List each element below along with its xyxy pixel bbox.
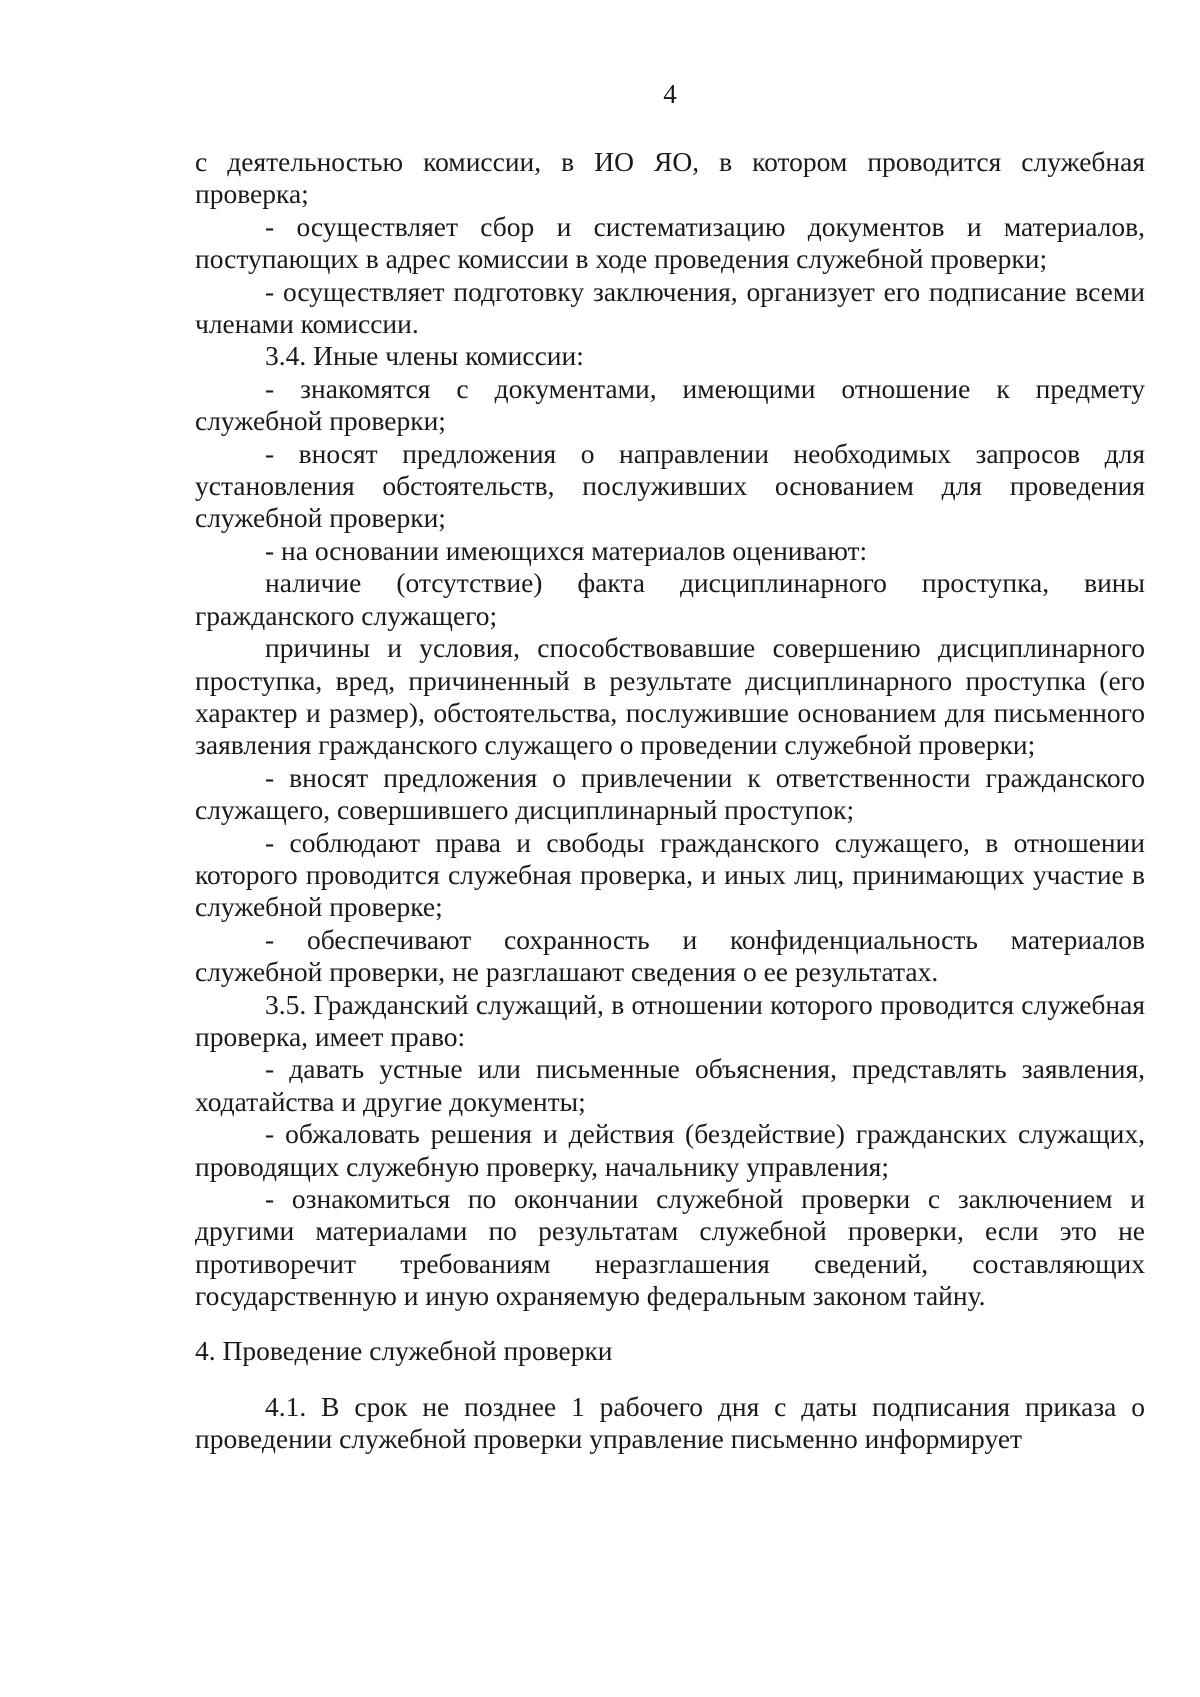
paragraph-continuation: с деятельностью комиссии, в ИО ЯО, в котором проводится служебная проверка; (195, 146, 1145, 210)
paragraph-4-1: 4.1. В срок не позднее 1 рабочего дня с даты подписания приказа о проведении служебной проверки управление письменно информирует (195, 1391, 1145, 1455)
paragraph-rights-respect: - соблюдают права и свободы гражданского служащего, в отношении которого проводится служебная проверка, и иных лиц, принимающих участие в служебной проверке; (195, 826, 1145, 923)
paragraph-collect-documents: - осуществляет сбор и систематизацию документов и материалов, поступающих в адрес комиссии в ходе проведения служебной проверки; (195, 210, 1145, 275)
paragraph-confidentiality: - обеспечивают сохранность и конфиденциальность материалов служебной проверки, не разглашают сведения о ее результатах. (195, 923, 1145, 988)
paragraph-3-5-heading: 3.5. Гражданский служащий, в отношении которого проводится служебная проверка, имеет право: (195, 988, 1145, 1052)
paragraph-3-4-heading: 3.4. Иные члены комиссии: (265, 340, 584, 372)
document-body (195, 146, 1145, 1456)
paragraph-liability-proposals: - вносят предложения о привлечении к ответственности гражданского служащего, совершившего дисциплинарный проступок; (195, 761, 1145, 826)
paragraph-evaluate: - на основании имеющихся материалов оценивают: (265, 534, 868, 566)
paragraph-appeal: - обжаловать решения и действия (бездействие) гражданских служащих, проводящих служебную проверку, начальнику управления; (195, 1118, 1145, 1182)
paragraph-study-documents: - знакомятся с документами, имеющими отношение к предмету служебной проверки; (195, 372, 1145, 437)
paragraph-familiarize: - ознакомиться по окончании служебной проверки с заключением и другими материалами по результатам служебной проверки, если это не противоречит требованиям неразглашения сведений, составляющих государственную и иную охраняемую федеральным законом тайну. (195, 1183, 1145, 1312)
paragraph-request-proposals: - вносят предложения о направлении необходимых запросов для установления обстоятельств, послуживших основанием для проведения служебной проверки; (195, 437, 1145, 534)
section-heading: 4. Проведение служебной проверки (195, 1334, 613, 1366)
paragraph-explanations: - давать устные или письменные объяснения, представлять заявления, ходатайства и другие документы; (195, 1053, 1145, 1117)
page-number: 4 (663, 79, 677, 109)
paragraph-fact-presence: наличие (отсутствие) факта дисциплинарного проступка, вины гражданского служащего; (195, 567, 1145, 631)
paragraph-prepare-conclusion: - осуществляет подготовку заключения, организует его подписание всеми членами комиссии. (195, 275, 1145, 340)
paragraph-causes-conditions: причины и условия, способствовавшие совершению дисциплинарного проступка, вред, причиненный в результате дисциплинарного проступка (его характер и размер), обстоятельства, послужившие основанием для письменного заявления гражданского служащего о проведении служебной проверки; (195, 632, 1145, 761)
